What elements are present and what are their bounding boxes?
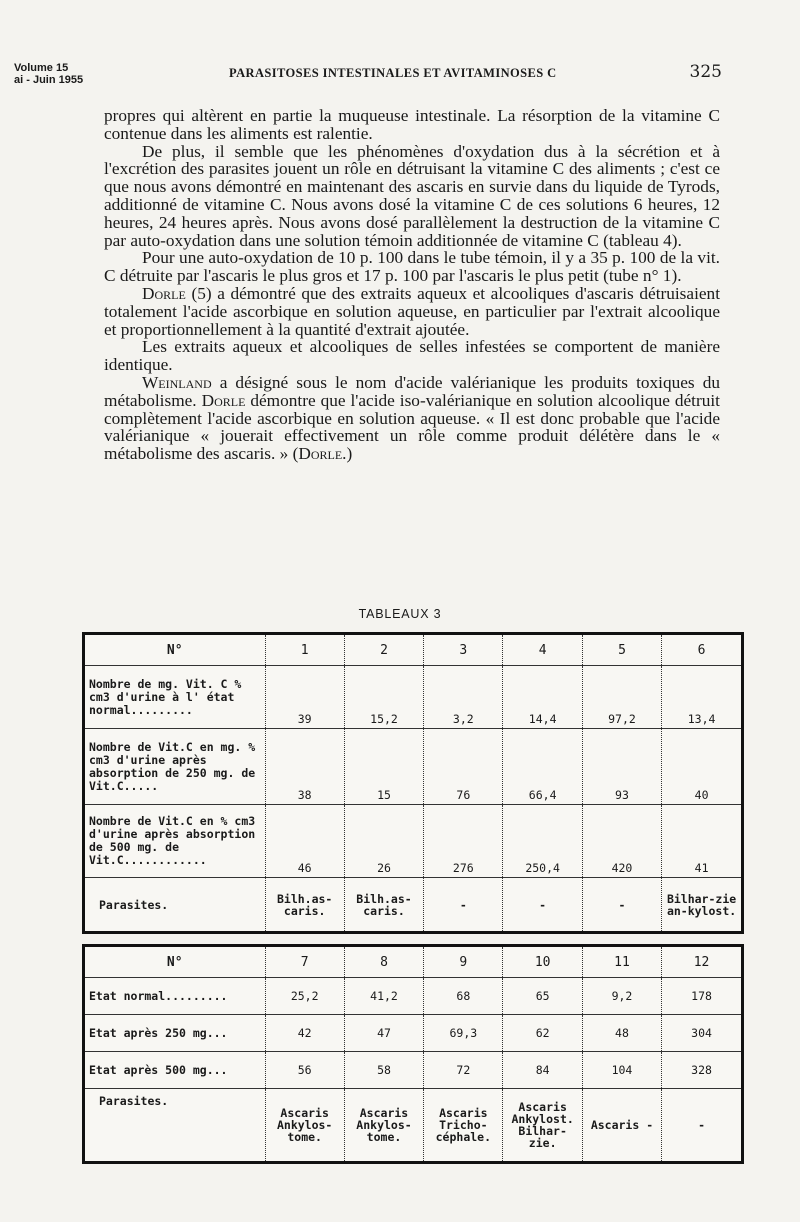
table-cell: 62 xyxy=(503,1015,582,1052)
column-header: 4 xyxy=(503,635,582,666)
paragraph xyxy=(104,374,720,463)
table-cell: 46 xyxy=(265,804,344,877)
table-cell: Ascaris Ankylost. Bilhar-zie. xyxy=(503,1089,582,1161)
table-header-row xyxy=(85,947,741,978)
paragraph: De plus, il semble que les phénomènes d'oxydation dus à la sécrétion et à l'excrétion des parasites jouent un rôle en détruisant la vitamine C des aliments ; c'est ce que nous avons démontré en maintenant des ascaris en survie dans du liquide de Tyrods, additionné de vitamine C. Nous avons dosé la vitamine C de ces solutions 6 heures, 12 heures, 24 heures après. Nous avons dosé parallèlement la destruction de la vitamine C par auto-oxydation dans une solution témoin additionnée de vitamine C (tableau 4). xyxy=(104,141,720,250)
table-cell: 104 xyxy=(582,1052,661,1089)
row-label: Nombre de Vit.C en mg. % cm3 d'urine après absorption de 250 mg. de Vit.C..... xyxy=(85,729,265,805)
table-cell: 58 xyxy=(344,1052,423,1089)
column-header: 2 xyxy=(344,635,423,666)
table-cell: 276 xyxy=(424,804,503,877)
table-cell: Ascaris Ankylos-tome. xyxy=(265,1089,344,1161)
column-header: 10 xyxy=(503,947,582,978)
parasites-row xyxy=(85,878,741,931)
column-header: 3 xyxy=(424,635,503,666)
row-label: Etat après 250 mg... xyxy=(85,1015,265,1052)
table-cell: 178 xyxy=(662,978,741,1015)
table-cell: 65 xyxy=(503,978,582,1015)
table-row xyxy=(85,1052,741,1089)
table-cell: 250,4 xyxy=(503,804,582,877)
paragraph xyxy=(104,285,720,338)
table-cell: Bilh.as-caris. xyxy=(344,878,423,931)
table-cell: 56 xyxy=(265,1052,344,1089)
table-cell: 9,2 xyxy=(582,978,661,1015)
table-cell: 40 xyxy=(662,729,741,805)
body-text xyxy=(104,107,720,463)
paragraph-text: a désigné sous le nom d'acide valérianique les produits toxiques du métabolisme. xyxy=(104,372,720,410)
table-header-row xyxy=(85,635,741,666)
row-label: Parasites. xyxy=(99,1094,169,1109)
table-cell: Bilh.as-caris. xyxy=(265,878,344,931)
table-cell: 69,3 xyxy=(424,1015,503,1052)
table-cell: 84 xyxy=(503,1052,582,1089)
table-cell: 42 xyxy=(265,1015,344,1052)
author-name: Dorle. xyxy=(298,444,347,464)
table-cell: 41 xyxy=(662,804,741,877)
row-label: Etat normal......... xyxy=(85,978,265,1015)
volume-info xyxy=(14,62,83,86)
table-cell: Bilhar-zie an-kylost. xyxy=(662,878,741,931)
table-cell: 72 xyxy=(424,1052,503,1089)
vitamin-table-2 xyxy=(82,944,744,1164)
row-label: Nombre de mg. Vit. C % cm3 d'urine à l' état normal......... xyxy=(85,666,265,729)
table-cell: 97,2 xyxy=(582,666,661,729)
table-cell: 41,2 xyxy=(344,978,423,1015)
table-cell: Ascaris - xyxy=(582,1089,661,1161)
author-name: Weinland xyxy=(142,372,212,392)
paragraph: Pour une auto-oxydation de 10 p. 100 dans le tube témoin, il y a 35 p. 100 de la vit. C détruite par l'ascaris le plus gros et 17 p. 100 par l'ascaris le plus petit (tube n° 1). xyxy=(104,248,720,286)
parasites-row xyxy=(85,1089,741,1161)
paragraph-text: (5) a démontré que des extraits aqueux et alcooliques d'ascaris détruisaient totalement l'acide ascorbique en solution aqueuse, en particulier par l'extrait alcoolique et proportionnellement à la quantité d'extrait ajoutée. xyxy=(104,283,720,339)
column-header: 1 xyxy=(265,635,344,666)
table-row xyxy=(85,1015,741,1052)
column-header: 9 xyxy=(424,947,503,978)
table-cell: 3,2 xyxy=(424,666,503,729)
column-header: 5 xyxy=(582,635,661,666)
table-cell: Ascaris Ankylos-tome. xyxy=(344,1089,423,1161)
table-caption: TABLEAUX 3 xyxy=(358,607,442,621)
table-row xyxy=(85,729,741,805)
issue-date-line: ai - Juin 1955 xyxy=(14,74,84,86)
table-cell: 304 xyxy=(662,1015,741,1052)
table-cell: 47 xyxy=(344,1015,423,1052)
row-label: Etat après 500 mg... xyxy=(85,1052,265,1089)
column-header: 6 xyxy=(662,635,741,666)
running-header xyxy=(14,62,722,92)
table-cell: 48 xyxy=(582,1015,661,1052)
table-cell: 26 xyxy=(344,804,423,877)
author-name: Dorle xyxy=(201,390,246,410)
row-label: Nombre de Vit.C en % cm3 d'urine après absorption de 500 mg. de Vit.C............ xyxy=(85,804,265,877)
table-cell: 15 xyxy=(344,729,423,805)
table-row xyxy=(85,804,741,877)
row-label: Parasites. xyxy=(99,897,169,912)
table-cell: 93 xyxy=(582,729,661,805)
table-cell: - xyxy=(424,878,503,931)
page-number: 325 xyxy=(689,62,722,82)
table-cell: 66,4 xyxy=(503,729,582,805)
column-header: 11 xyxy=(582,947,661,978)
paragraph: propres qui altèrent en partie la muqueuse intestinale. La résorption de la vitamine C contenue dans les aliments est ralentie. xyxy=(104,106,720,143)
table-cell: 38 xyxy=(265,729,344,805)
table-cell: 15,2 xyxy=(344,666,423,729)
vitamin-table-1 xyxy=(82,632,744,934)
table-row xyxy=(85,666,741,729)
paragraph: Les extraits aqueux et alcooliques de selles infestées se comportent de manière identique. xyxy=(104,337,720,375)
column-header: 7 xyxy=(265,947,344,978)
header-label: N° xyxy=(85,947,265,978)
table-cell: 13,4 xyxy=(662,666,741,729)
table-cell: 328 xyxy=(662,1052,741,1089)
table-row xyxy=(85,978,741,1015)
volume-line: Volume 15 xyxy=(14,62,69,74)
table-cell: 420 xyxy=(582,804,661,877)
table-cell: 25,2 xyxy=(265,978,344,1015)
table-cell: - xyxy=(662,1089,741,1161)
table-cell: - xyxy=(582,878,661,931)
running-title: PARASITOSES INTESTINALES ET AVITAMINOSES C xyxy=(229,66,557,80)
table-cell: - xyxy=(503,878,582,931)
author-name: Dorle xyxy=(142,283,186,303)
header-label: N° xyxy=(85,635,265,666)
paragraph-text: ) xyxy=(346,444,353,464)
table-cell: 68 xyxy=(424,978,503,1015)
table-cell: Ascaris Tricho-céphale. xyxy=(424,1089,503,1161)
table-cell: 76 xyxy=(424,729,503,805)
table-cell: 14,4 xyxy=(503,666,582,729)
table-cell: 39 xyxy=(265,666,344,729)
column-header: 8 xyxy=(344,947,423,978)
column-header: 12 xyxy=(662,947,741,978)
paragraph-text: démontre que l'acide iso-valérianique en solution alcoolique détruit complètement l'acide ascorbique en solution aqueuse. « Il est donc probable que l'acide valérianique « jouerait effectivement un rôle comme produit délétère dans le « métabolisme des ascaris. » ( xyxy=(104,390,720,464)
